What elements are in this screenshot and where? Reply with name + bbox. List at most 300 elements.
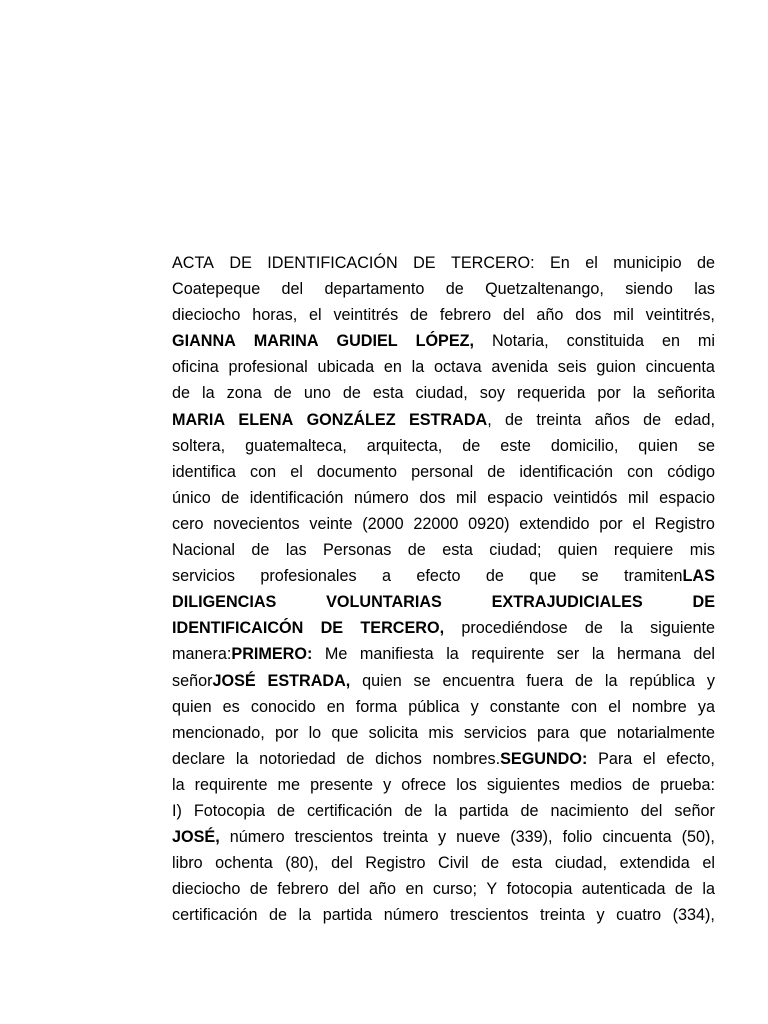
text: mil (455, 488, 477, 507)
text: en (661, 332, 680, 351)
text: cero (172, 514, 204, 533)
word (327, 694, 345, 720)
text: DE (229, 254, 252, 272)
text: partida (459, 801, 509, 820)
word (251, 537, 269, 563)
text: curso; (432, 880, 477, 899)
text: de (221, 488, 240, 507)
word (575, 302, 601, 328)
word (401, 772, 446, 798)
word (411, 459, 473, 485)
text: TERCERO: (450, 254, 535, 272)
word (638, 433, 678, 459)
text: treinta (382, 828, 428, 847)
text: la (202, 384, 215, 403)
text: de (407, 541, 426, 560)
word (633, 380, 646, 406)
bold-text: GONZÁLEZ (306, 410, 396, 429)
word (324, 276, 424, 302)
word (629, 668, 695, 694)
text: a (381, 567, 391, 586)
word (260, 563, 356, 589)
word (660, 772, 715, 798)
text: notarialmente (616, 723, 715, 742)
text: con (627, 462, 654, 481)
word (172, 746, 225, 772)
word (563, 824, 593, 850)
text: ofrece (401, 775, 447, 794)
word (404, 798, 422, 824)
word (172, 407, 225, 433)
text: arquitecta, (366, 436, 443, 455)
word (259, 746, 336, 772)
text: constante (489, 697, 560, 716)
text: de (410, 306, 429, 325)
word (384, 902, 439, 928)
text: ochenta (215, 854, 273, 873)
text: cincuenta (645, 358, 715, 377)
text: soltera, (172, 436, 226, 455)
word (655, 511, 715, 537)
word (282, 276, 304, 302)
word (229, 250, 252, 276)
text: de (342, 384, 361, 403)
word (505, 407, 523, 433)
word (194, 798, 265, 824)
word (172, 485, 211, 511)
text: es (222, 697, 240, 716)
word (433, 746, 588, 772)
text: el (632, 514, 645, 533)
word (412, 354, 425, 380)
text: departamento (324, 280, 425, 299)
text: treinta (536, 410, 582, 429)
text-line (172, 589, 715, 615)
word (487, 459, 505, 485)
word (485, 276, 604, 302)
text-line (172, 720, 715, 746)
text: y (470, 697, 479, 716)
text: mil (613, 306, 634, 325)
word (333, 302, 398, 328)
word (215, 850, 273, 876)
word (172, 850, 203, 876)
word (408, 537, 426, 563)
text: (2000 (362, 514, 404, 533)
word (519, 459, 613, 485)
word (592, 641, 605, 667)
word (657, 380, 715, 406)
text: código (667, 462, 715, 481)
word (369, 876, 396, 902)
word (195, 772, 268, 798)
text: de (445, 280, 464, 299)
text: señor (172, 671, 213, 690)
word (694, 276, 715, 302)
word (690, 537, 715, 563)
word (409, 407, 492, 433)
word (331, 850, 353, 876)
word (383, 772, 391, 798)
word (585, 250, 598, 276)
text: dos (419, 488, 446, 507)
text: fotocopia (506, 880, 573, 899)
word (567, 328, 644, 354)
word (362, 668, 402, 694)
text: prueba: (660, 775, 715, 794)
text: república (629, 671, 696, 690)
word (251, 694, 316, 720)
bold-text: DILIGENCIAS (172, 593, 277, 612)
text: el (309, 306, 322, 325)
word (362, 511, 403, 537)
text: que (331, 723, 359, 742)
text: partida (322, 906, 373, 925)
word (662, 328, 680, 354)
text: encuentra (442, 671, 515, 690)
text: profesional (228, 358, 308, 377)
word (338, 876, 360, 902)
word (450, 902, 528, 928)
text: veintitrés, (645, 306, 715, 325)
word (486, 563, 504, 589)
text: mil (627, 488, 649, 507)
text: certificación (306, 801, 393, 820)
text: manifiesta (359, 645, 434, 664)
text: trescientos (294, 828, 373, 847)
text: manera: (172, 645, 232, 664)
text-line (172, 850, 715, 876)
word (707, 668, 715, 694)
word (410, 302, 428, 328)
text: (50), (681, 828, 715, 847)
text-line (172, 694, 715, 720)
bold-text: SEGUNDO: (500, 749, 588, 768)
word (585, 615, 603, 641)
word (605, 668, 618, 694)
word (227, 380, 262, 406)
word (613, 250, 681, 276)
word (492, 589, 643, 615)
word (172, 615, 303, 641)
word (487, 485, 543, 511)
text: ser (556, 645, 580, 664)
text: Y (486, 880, 498, 899)
word (632, 772, 650, 798)
word (290, 459, 303, 485)
text-line (172, 328, 715, 354)
text: del (693, 645, 715, 664)
word (172, 276, 260, 302)
word (554, 485, 618, 511)
text: nombre (631, 697, 687, 716)
word (250, 876, 268, 902)
text: domicilio, (550, 436, 619, 455)
word (693, 589, 716, 615)
text: dichos (375, 749, 422, 768)
text: Coatepeque (172, 280, 261, 299)
word (433, 876, 477, 902)
word (471, 694, 479, 720)
word (674, 407, 715, 433)
word (323, 902, 373, 928)
word (536, 407, 581, 433)
text: de (505, 410, 524, 429)
text: 0920) (468, 514, 510, 533)
word (229, 354, 308, 380)
text-line (172, 798, 715, 824)
text: nombres. (432, 749, 501, 768)
word (459, 798, 509, 824)
word (456, 485, 477, 511)
text: de (251, 541, 270, 560)
text: la (446, 645, 459, 664)
text: y (706, 671, 715, 690)
word (172, 511, 204, 537)
word (416, 563, 460, 589)
word (384, 354, 402, 380)
text: ubicada (317, 358, 375, 377)
bold-text: DE (692, 593, 715, 612)
text: número (383, 906, 439, 925)
text: I) (172, 801, 182, 820)
word (172, 694, 212, 720)
word (698, 694, 715, 720)
text: cincuenta (602, 828, 672, 847)
text: se (581, 567, 599, 586)
text: tramiten (624, 567, 683, 586)
bold-text: EXTRAJUDICIALES (491, 593, 643, 612)
text: mis (428, 723, 454, 742)
text-line (172, 563, 715, 589)
word (172, 824, 220, 850)
word (632, 511, 645, 537)
text-line (172, 668, 715, 694)
word (643, 407, 661, 433)
text: Me (324, 645, 348, 664)
text: seis (557, 358, 587, 377)
text-line (172, 876, 715, 902)
word (446, 276, 464, 302)
text: señor (674, 801, 715, 820)
text: el (290, 462, 303, 481)
word (624, 563, 715, 589)
text: veintitrés (333, 306, 399, 325)
word (299, 902, 312, 928)
word (325, 641, 348, 667)
text: en (405, 880, 424, 899)
word (172, 459, 236, 485)
word (323, 537, 391, 563)
word (451, 250, 535, 276)
word (526, 668, 563, 694)
text: la (298, 906, 312, 925)
text: número (229, 828, 285, 847)
word (512, 850, 543, 876)
bold-text: JOSÉ, (172, 828, 220, 847)
text: municipio (613, 254, 682, 272)
text: las (285, 541, 307, 560)
text: de (462, 436, 481, 455)
word (309, 511, 352, 537)
word (500, 433, 531, 459)
word (702, 876, 715, 902)
word (616, 902, 661, 928)
text: la (411, 358, 425, 377)
word (442, 537, 473, 563)
text: folio (562, 828, 593, 847)
word (471, 641, 544, 667)
text: de (346, 749, 365, 768)
word (491, 354, 548, 380)
text: (339), (510, 828, 553, 847)
text: nueve (456, 828, 501, 847)
text: del (337, 880, 360, 899)
word (172, 772, 185, 798)
word (408, 694, 459, 720)
word (172, 380, 190, 406)
word (550, 250, 570, 276)
text: presente (310, 775, 374, 794)
word (310, 772, 373, 798)
text-line (172, 276, 715, 302)
text: personal (411, 462, 474, 481)
text: hermana (616, 645, 681, 664)
text-line (172, 380, 715, 406)
text: número (353, 488, 409, 507)
text: de (276, 801, 295, 820)
text: novecientos (213, 514, 300, 533)
text: de (643, 410, 662, 429)
word (602, 824, 671, 850)
word (221, 485, 239, 511)
text: siguientes (486, 775, 560, 794)
word (650, 615, 715, 641)
text: la (172, 775, 185, 794)
text: la (632, 384, 646, 403)
text: por (597, 384, 621, 403)
text: Para (598, 749, 633, 768)
bold-text: LAS (682, 567, 715, 586)
word (172, 589, 276, 615)
word (356, 694, 397, 720)
word (383, 824, 428, 850)
text: las (694, 280, 715, 299)
text: constituida (566, 332, 644, 351)
text: Registro (654, 514, 715, 533)
text: extendido (519, 514, 590, 533)
text: profesionales (260, 567, 357, 586)
text: la (434, 801, 448, 820)
text: de (269, 906, 288, 925)
text: veinte (309, 514, 353, 533)
word (682, 824, 715, 850)
word (674, 798, 715, 824)
text: de (404, 801, 423, 820)
text: identifica (172, 462, 236, 481)
text: el (643, 749, 656, 768)
text-line (172, 407, 715, 433)
word (620, 850, 690, 876)
word (462, 433, 480, 459)
text: quien (557, 541, 598, 560)
word (551, 433, 618, 459)
word (172, 250, 214, 276)
text-line (172, 354, 715, 380)
word (223, 694, 240, 720)
text: declare (172, 749, 226, 768)
word (659, 485, 715, 511)
text: espacio (659, 488, 715, 507)
bold-text: JOSÉ (212, 671, 256, 690)
word (438, 850, 469, 876)
word (307, 407, 396, 433)
text: para (537, 723, 570, 742)
word (172, 302, 240, 328)
word (172, 668, 256, 694)
word (382, 563, 391, 589)
word (456, 772, 477, 798)
text: mi (697, 332, 715, 351)
text: servicios (463, 723, 527, 742)
text: guatemalteca, (245, 436, 347, 455)
word (254, 328, 319, 354)
word (667, 459, 715, 485)
text: me (277, 775, 301, 794)
text: se (413, 671, 431, 690)
word (343, 380, 361, 406)
text-line (172, 641, 715, 667)
word (510, 824, 552, 850)
word (582, 563, 599, 589)
text: octava (433, 358, 482, 377)
word (172, 563, 235, 589)
text: espacio (487, 488, 543, 507)
text: esta (511, 854, 543, 873)
text: el (702, 854, 715, 873)
text: conocido (250, 697, 316, 716)
word (555, 850, 607, 876)
text: ciudad, (554, 854, 608, 873)
text-line (172, 302, 715, 328)
text: de (674, 880, 693, 899)
text: único (172, 488, 211, 507)
word (597, 380, 620, 406)
text: siendo (625, 280, 673, 299)
text: nacimiento (550, 801, 629, 820)
text: la (591, 645, 605, 664)
word (307, 798, 392, 824)
word (326, 589, 442, 615)
word (321, 615, 344, 641)
word (416, 380, 468, 406)
word (277, 876, 328, 902)
word (369, 720, 418, 746)
word (419, 485, 445, 511)
word (570, 772, 622, 798)
word (230, 824, 285, 850)
word (309, 302, 322, 328)
text: se (697, 436, 715, 455)
word (236, 746, 249, 772)
word (442, 668, 514, 694)
word (490, 694, 560, 720)
text: edad, (674, 410, 715, 429)
text-line (172, 511, 715, 537)
bold-text: ELENA (238, 410, 294, 429)
text-line (172, 537, 715, 563)
word (285, 850, 318, 876)
